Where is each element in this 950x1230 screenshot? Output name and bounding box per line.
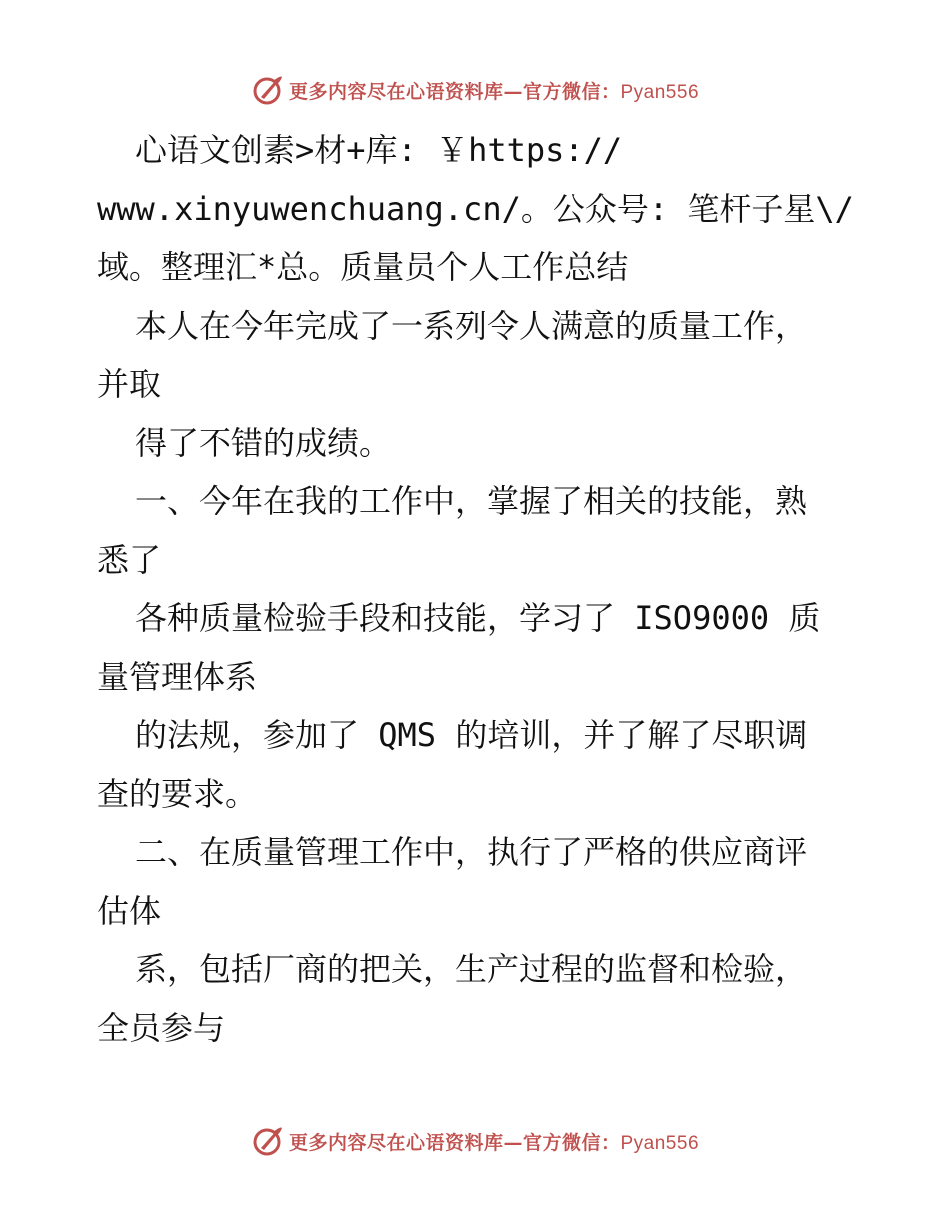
text-line: 全员参与 [97,1008,226,1047]
text-line: 心语文创素>材+库: ￥https:// [135,131,623,169]
quill-logo-icon [251,1124,285,1158]
text-line: 量管理体系 [97,657,258,696]
footer-watermark [0,1121,950,1161]
text-line: 二、在质量管理工作中，执行了严格的供应商评 [135,833,808,871]
quill-logo-icon [251,73,285,107]
text-line: 一、今年在我的工作中，掌握了相关的技能，熟 [135,482,808,520]
watermark-wechat-id: Pyan556 [620,1132,700,1154]
watermark-wechat-id: Pyan556 [620,81,700,103]
text-line: 各种质量检验手段和技能，学习了 ISO9000 质 [135,599,821,637]
watermark-text: 更多内容尽在心语资料库—官方微信：Pyan556 [288,80,700,103]
text-line: 系，包括厂商的把关，生产过程的监督和检验， [135,950,808,988]
text-line: 域。整理汇*总。质量员个人工作总结 [97,248,629,286]
text-line: 得了不错的成绩。 [135,423,392,462]
text-line: 查的要求。 [97,774,258,813]
text-line: 估体 [97,891,162,930]
text-line: 并取 [97,365,162,403]
header-watermark [0,70,950,110]
document-body [97,121,867,1057]
text-line: 的法规，参加了 QMS 的培训，并了解了尽职调 [135,716,808,754]
text-line: 本人在今年完成了一系列令人满意的质量工作， [135,306,808,345]
text-line: www.xinyuwenchuang.cn/。公众号: 笔杆子星\/ [97,189,854,228]
text-line: 悉了 [97,540,162,579]
watermark-text: 更多内容尽在心语资料库—官方微信：Pyan556 [288,1131,700,1154]
